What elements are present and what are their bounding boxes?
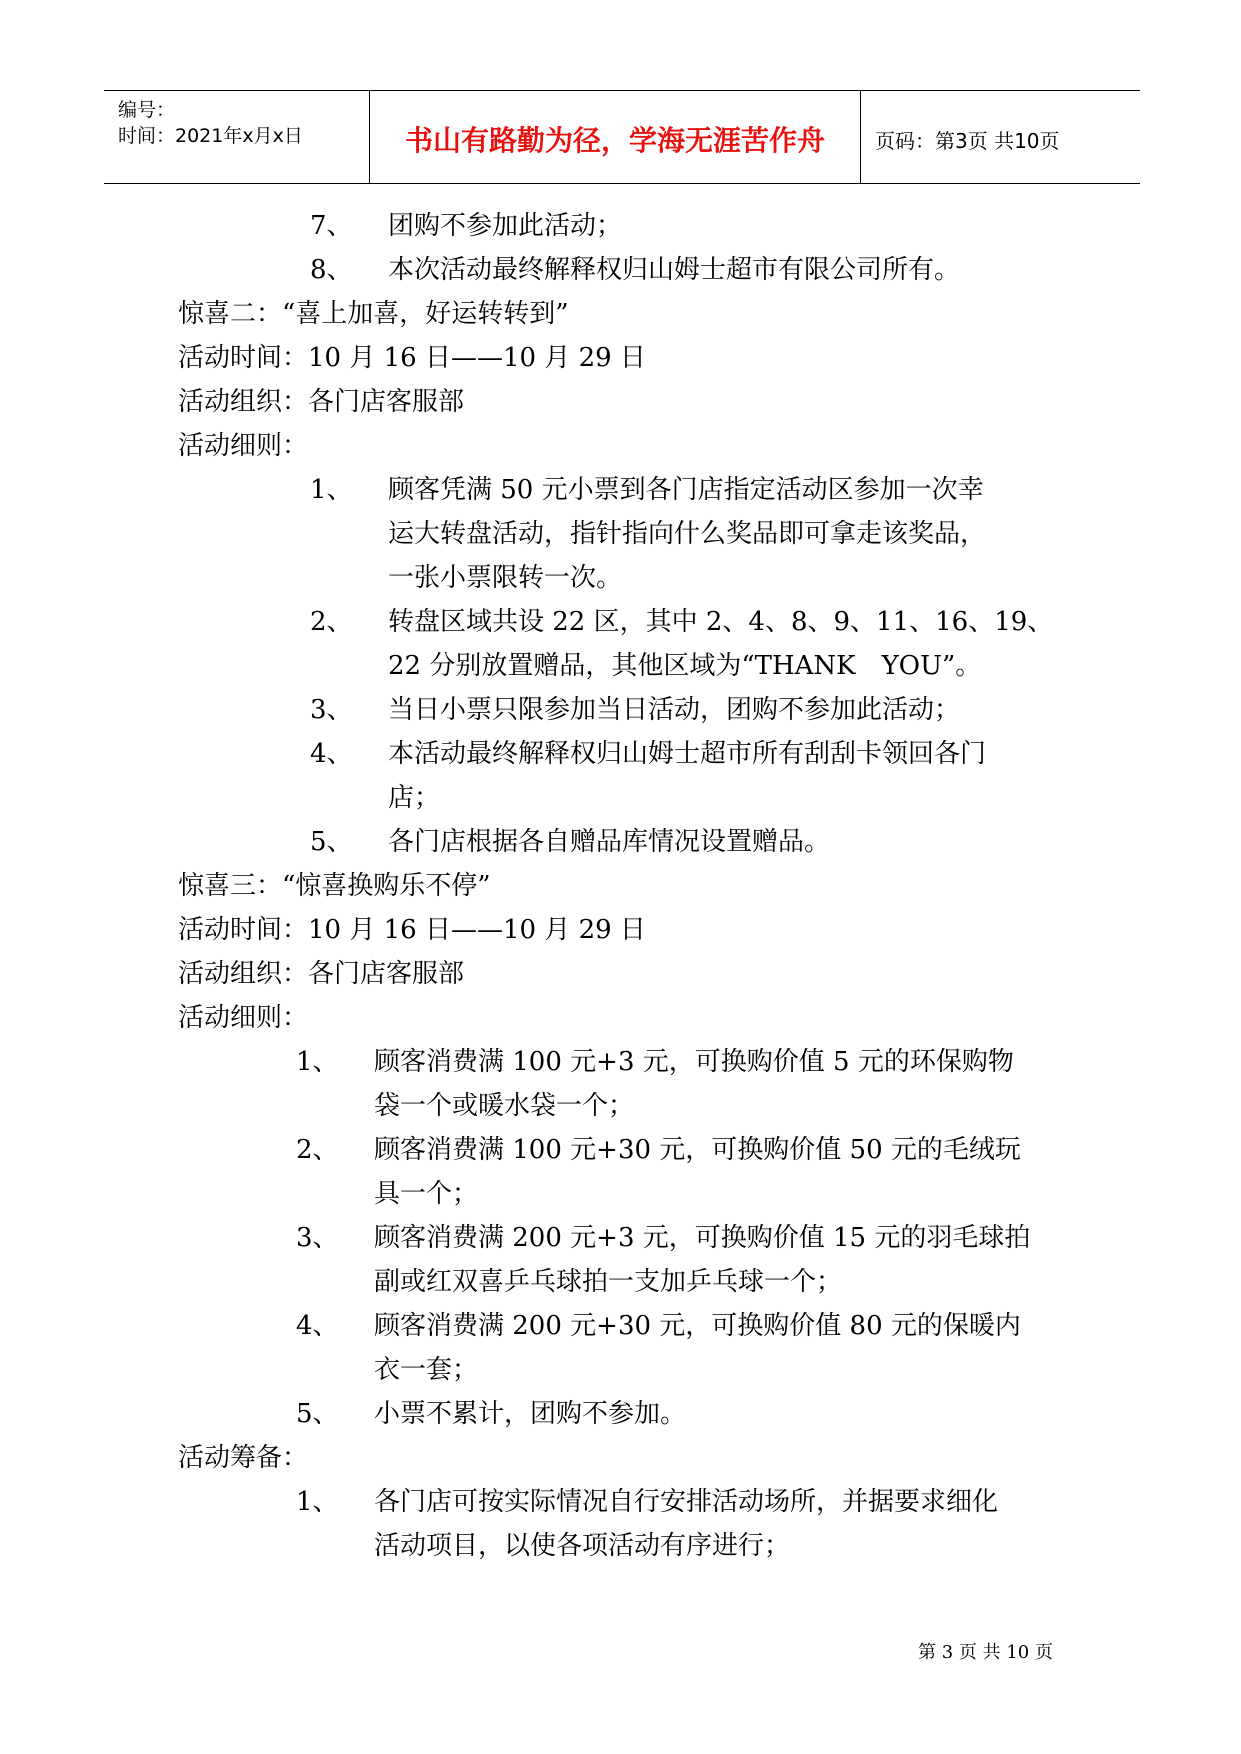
text-line: 衣一套； [374, 1355, 479, 1385]
list-item-text: 当日小票只限参加当日活动，团购不参加此活动； [388, 695, 961, 725]
list-item-text: 本活动最终解释权归山姆士超市所有刮刮卡领回各门 [388, 739, 987, 769]
document-header [104, 90, 1140, 184]
list-item-number: 2、 [296, 1135, 339, 1165]
list-item-number: 4、 [310, 739, 353, 769]
list-item-text: 各门店可按实际情况自行安排活动场所，并据要求细化 [374, 1487, 999, 1517]
text-line: 袋一个或暖水袋一个； [374, 1091, 635, 1121]
list-item-number: 5、 [296, 1399, 339, 1429]
header-motto: 书山有路勤为径，学海无涯苦作舟 [404, 124, 825, 157]
list-item-text: 顾客凭满 50 元小票到各门店指定活动区参加一次幸 [388, 475, 984, 505]
list-item-text: 顾客消费满 100 元+3 元，可换购价值 5 元的环保购物 [374, 1047, 1014, 1077]
list-item-text: 各门店根据各自赠品库情况设置赠品。 [388, 827, 831, 857]
list-item-number: 8、 [310, 255, 353, 285]
text-line: 活动项目，以使各项活动有序进行； [374, 1531, 791, 1561]
text-line: 活动时间：10 月 16 日——10 月 29 日 [178, 915, 646, 945]
header-right-cell [861, 91, 1140, 183]
text-line: 店； [388, 783, 441, 813]
document-number-label: 编号： [118, 99, 176, 121]
document-time-label: 时间：2021年x月x日 [118, 125, 303, 147]
list-item-number: 4、 [296, 1311, 339, 1341]
header-middle-cell [370, 91, 861, 183]
list-item-number: 2、 [310, 607, 353, 637]
list-item-number: 5、 [310, 827, 353, 857]
text-line: 活动组织：各门店客服部 [178, 387, 465, 417]
text-line: 运大转盘活动，指针指向什么奖品即可拿走该奖品， [388, 519, 987, 549]
list-item-number: 7、 [310, 211, 353, 241]
list-item-number: 1、 [296, 1487, 339, 1517]
list-item-text: 小票不累计，团购不参加。 [374, 1399, 687, 1429]
list-item-text: 团购不参加此活动； [388, 211, 623, 241]
text-line: 活动细则： [178, 1003, 309, 1033]
text-line: 副或红双喜乒乓球拍一支加乒乓球一个； [374, 1267, 843, 1297]
text-line: 一张小票限转一次。 [388, 563, 623, 593]
list-item-number: 3、 [310, 695, 353, 725]
list-item-text: 转盘区域共设 22 区，其中 2、4、8、9、11、16、19、 [388, 607, 1054, 637]
header-left-cell [104, 91, 370, 183]
list-item-text: 顾客消费满 200 元+30 元，可换购价值 80 元的保暖内 [374, 1311, 1021, 1341]
text-line: 具一个； [374, 1179, 479, 1209]
text-line: 活动细则： [178, 431, 309, 461]
text-line: 惊喜三：“惊喜换购乐不停” [178, 871, 491, 901]
list-item-number: 3、 [296, 1223, 339, 1253]
list-item-text: 顾客消费满 200 元+3 元，可换购价值 15 元的羽毛球拍 [374, 1223, 1031, 1253]
list-item-text: 本次活动最终解释权归山姆士超市有限公司所有。 [388, 255, 961, 285]
list-item-number: 1、 [296, 1047, 339, 1077]
list-item-number: 1、 [310, 475, 353, 505]
page-footer: 第 3 页 共 10 页 [918, 1642, 1053, 1663]
text-line: 活动组织：各门店客服部 [178, 959, 465, 989]
text-line: 22 分别放置赠品，其他区域为“THANK YOU”。 [388, 651, 982, 681]
text-line: 惊喜二：“喜上加喜，好运转转到” [178, 299, 569, 329]
text-line: 活动筹备： [178, 1443, 309, 1473]
text-line: 活动时间：10 月 16 日——10 月 29 日 [178, 343, 646, 373]
header-page-label: 页码：第3页 共10页 [875, 129, 1060, 153]
list-item-text: 顾客消费满 100 元+30 元，可换购价值 50 元的毛绒玩 [374, 1135, 1021, 1165]
